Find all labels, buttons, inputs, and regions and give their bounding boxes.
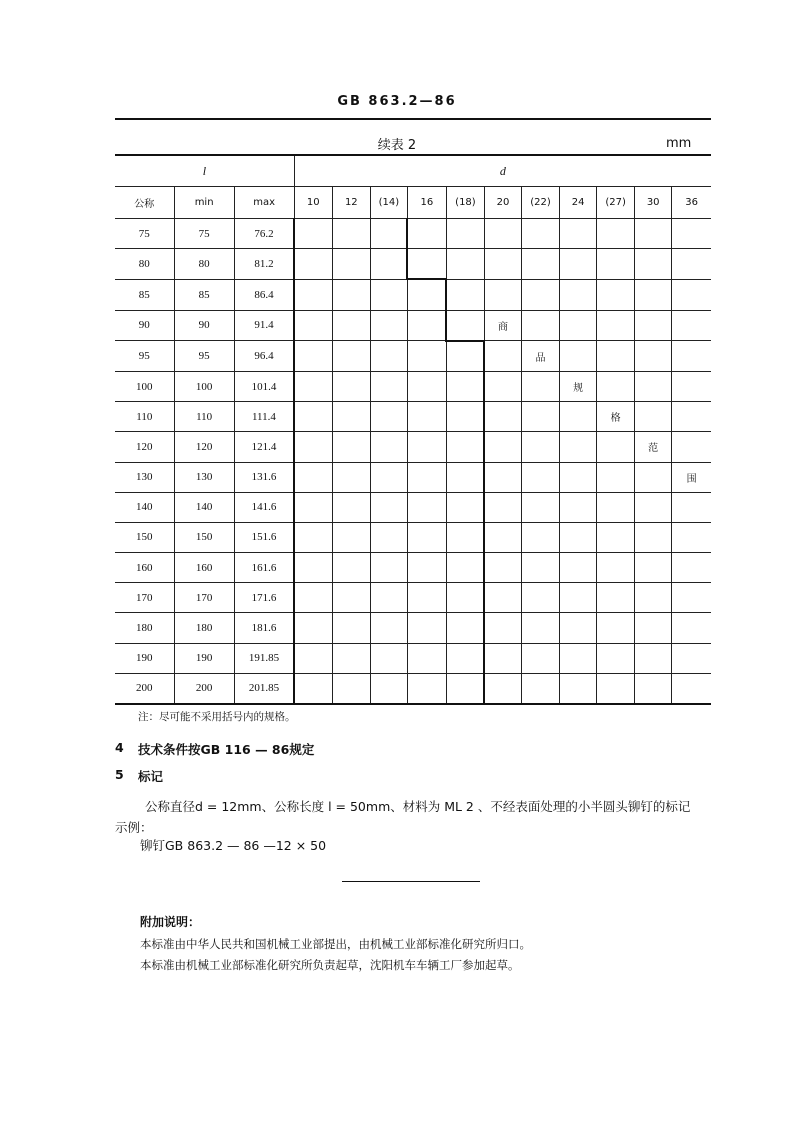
col-nominal: 公称 — [115, 187, 174, 219]
table-row — [115, 583, 711, 613]
cell-d — [484, 462, 521, 492]
cell-d — [446, 583, 484, 613]
cell-d — [332, 462, 370, 492]
availability-mark: 规 — [560, 371, 597, 401]
table-row — [115, 279, 711, 310]
cell-d — [522, 643, 560, 673]
cell-d — [635, 643, 672, 673]
cell-d — [332, 432, 370, 462]
cell-d — [597, 643, 635, 673]
cell-d — [294, 341, 332, 372]
cell-max: 101.4 — [234, 371, 294, 401]
cell-min: 200 — [174, 673, 234, 704]
cell-nominal: 180 — [115, 613, 174, 643]
cell-d — [484, 613, 521, 643]
cell-d — [407, 249, 446, 280]
cell-d — [446, 310, 484, 341]
cell-d — [597, 341, 635, 372]
cell-d — [294, 643, 332, 673]
cell-d — [597, 279, 635, 310]
cell-d — [294, 249, 332, 280]
cell-nominal: 75 — [115, 219, 174, 249]
cell-d — [484, 522, 521, 552]
cell-d — [672, 432, 711, 462]
cell-nominal: 100 — [115, 371, 174, 401]
cell-d — [522, 673, 560, 704]
cell-max: 141.6 — [234, 492, 294, 522]
table-row — [115, 522, 711, 552]
cell-min: 170 — [174, 583, 234, 613]
end-rule — [342, 881, 480, 882]
cell-d — [672, 249, 711, 280]
cell-d — [484, 249, 521, 280]
cell-d — [635, 583, 672, 613]
cell-d — [407, 341, 446, 372]
cell-d — [294, 402, 332, 432]
cell-d — [672, 643, 711, 673]
cell-min: 180 — [174, 613, 234, 643]
cell-d — [446, 492, 484, 522]
cell-d — [332, 522, 370, 552]
cell-min: 120 — [174, 432, 234, 462]
cell-min: 85 — [174, 279, 234, 310]
cell-d — [522, 402, 560, 432]
cell-d — [560, 249, 597, 280]
cell-d — [332, 341, 370, 372]
cell-d — [294, 432, 332, 462]
cell-d — [446, 643, 484, 673]
cell-d — [294, 371, 332, 401]
table-row — [115, 462, 711, 492]
col-d-value: 16 — [407, 187, 446, 219]
cell-d — [332, 249, 370, 280]
cell-d — [672, 219, 711, 249]
cell-d — [446, 613, 484, 643]
cell-max: 131.6 — [234, 462, 294, 492]
d-header: d — [294, 155, 711, 187]
cell-d — [484, 492, 521, 522]
table-row — [115, 249, 711, 280]
cell-d — [635, 522, 672, 552]
cell-d — [294, 553, 332, 583]
cell-d — [522, 522, 560, 552]
cell-d — [635, 673, 672, 704]
section-4-title: 技术条件按GB 116 — 86规定 — [138, 742, 315, 757]
table-caption: 续表 2 — [377, 138, 417, 153]
cell-d — [370, 643, 407, 673]
cell-d — [560, 219, 597, 249]
cell-d — [446, 402, 484, 432]
cell-d — [332, 279, 370, 310]
table-row — [115, 310, 711, 341]
col-d-value: 12 — [332, 187, 370, 219]
cell-d — [407, 371, 446, 401]
cell-d — [522, 249, 560, 280]
cell-d — [522, 279, 560, 310]
cell-d — [484, 371, 521, 401]
cell-d — [672, 371, 711, 401]
col-min: min — [174, 187, 234, 219]
cell-d — [294, 613, 332, 643]
cell-d — [294, 279, 332, 310]
cell-min: 140 — [174, 492, 234, 522]
availability-mark: 商 — [484, 310, 521, 341]
cell-d — [294, 219, 332, 249]
cell-d — [332, 673, 370, 704]
table-row — [115, 673, 711, 704]
rivet-dimension-table — [115, 154, 711, 705]
cell-d — [370, 219, 407, 249]
cell-d — [446, 341, 484, 372]
cell-d — [672, 673, 711, 704]
cell-d — [484, 341, 521, 372]
cell-d — [446, 279, 484, 310]
cell-d — [446, 553, 484, 583]
table-row — [115, 219, 711, 249]
col-d-value: 36 — [672, 187, 711, 219]
cell-d — [484, 279, 521, 310]
cell-d — [672, 341, 711, 372]
cell-d — [560, 522, 597, 552]
cell-d — [332, 371, 370, 401]
cell-d — [560, 673, 597, 704]
cell-max: 191.85 — [234, 643, 294, 673]
cell-d — [522, 432, 560, 462]
cell-d — [672, 522, 711, 552]
cell-d — [294, 462, 332, 492]
cell-d — [635, 219, 672, 249]
cell-d — [672, 492, 711, 522]
cell-d — [407, 553, 446, 583]
section-5-title: 标记 — [138, 769, 164, 784]
cell-d — [522, 371, 560, 401]
col-d-value: 24 — [560, 187, 597, 219]
additional-note-line: 本标准由中华人民共和国机械工业部提出，由机械工业部标准化研究所归口。 — [140, 937, 531, 951]
cell-d — [672, 583, 711, 613]
col-d-value: 20 — [484, 187, 521, 219]
cell-nominal: 110 — [115, 402, 174, 432]
cell-d — [672, 553, 711, 583]
cell-min: 130 — [174, 462, 234, 492]
cell-d — [407, 402, 446, 432]
cell-d — [597, 673, 635, 704]
cell-min: 110 — [174, 402, 234, 432]
cell-nominal: 200 — [115, 673, 174, 704]
table-row — [115, 492, 711, 522]
cell-d — [446, 371, 484, 401]
cell-nominal: 120 — [115, 432, 174, 462]
cell-d — [294, 310, 332, 341]
table-row — [115, 643, 711, 673]
cell-d — [446, 673, 484, 704]
cell-min: 90 — [174, 310, 234, 341]
cell-d — [370, 673, 407, 704]
cell-d — [522, 462, 560, 492]
cell-d — [635, 613, 672, 643]
cell-d — [446, 522, 484, 552]
cell-d — [370, 279, 407, 310]
cell-nominal: 150 — [115, 522, 174, 552]
availability-mark: 格 — [597, 402, 635, 432]
cell-d — [370, 432, 407, 462]
marking-paragraph: 公称直径d = 12mm、公称长度 l = 50mm、材料为 ML 2 、不经表面处理的小半圆头铆钉的标记 — [145, 799, 691, 814]
cell-min: 190 — [174, 643, 234, 673]
col-d-value: (22) — [522, 187, 560, 219]
cell-d — [597, 371, 635, 401]
cell-d — [597, 219, 635, 249]
table-row — [115, 432, 711, 462]
cell-d — [560, 432, 597, 462]
cell-d — [560, 341, 597, 372]
cell-min: 100 — [174, 371, 234, 401]
table-row — [115, 402, 711, 432]
cell-d — [370, 613, 407, 643]
cell-d — [370, 492, 407, 522]
cell-d — [635, 310, 672, 341]
cell-nominal: 140 — [115, 492, 174, 522]
cell-d — [484, 583, 521, 613]
cell-d — [560, 310, 597, 341]
cell-d — [407, 643, 446, 673]
cell-d — [597, 553, 635, 583]
cell-d — [672, 402, 711, 432]
cell-d — [635, 462, 672, 492]
cell-d — [522, 492, 560, 522]
cell-d — [635, 371, 672, 401]
cell-d — [370, 402, 407, 432]
cell-d — [446, 462, 484, 492]
table-row — [115, 613, 711, 643]
cell-d — [294, 673, 332, 704]
cell-d — [407, 583, 446, 613]
cell-nominal: 170 — [115, 583, 174, 613]
cell-d — [672, 279, 711, 310]
cell-d — [597, 492, 635, 522]
cell-max: 121.4 — [234, 432, 294, 462]
cell-d — [407, 219, 446, 249]
cell-d — [332, 219, 370, 249]
cell-min: 80 — [174, 249, 234, 280]
header-row — [115, 155, 711, 187]
cell-d — [560, 583, 597, 613]
cell-d — [370, 310, 407, 341]
col-d-value: 30 — [635, 187, 672, 219]
marking-example: 铆钉GB 863.2 — 86 —12 × 50 — [140, 838, 327, 853]
availability-mark: 围 — [672, 462, 711, 492]
col-d-value: (14) — [370, 187, 407, 219]
col-d-value: (27) — [597, 187, 635, 219]
cell-max: 171.6 — [234, 583, 294, 613]
availability-mark: 范 — [635, 432, 672, 462]
additional-notes-title: 附加说明： — [140, 915, 201, 929]
cell-nominal: 80 — [115, 249, 174, 280]
cell-d — [332, 402, 370, 432]
col-d-value: 10 — [294, 187, 332, 219]
cell-max: 76.2 — [234, 219, 294, 249]
cell-d — [635, 553, 672, 583]
cell-d — [484, 402, 521, 432]
l-header: l — [115, 155, 294, 187]
subheader-row — [115, 187, 711, 219]
section-5-number: 5 — [115, 767, 124, 782]
cell-d — [370, 462, 407, 492]
cell-d — [407, 432, 446, 462]
cell-d — [446, 219, 484, 249]
table-row — [115, 341, 711, 372]
cell-d — [446, 432, 484, 462]
cell-d — [672, 310, 711, 341]
cell-d — [332, 613, 370, 643]
cell-min: 160 — [174, 553, 234, 583]
cell-d — [294, 583, 332, 613]
cell-d — [484, 643, 521, 673]
header-rule — [115, 118, 711, 120]
cell-max: 96.4 — [234, 341, 294, 372]
cell-d — [407, 522, 446, 552]
cell-d — [635, 402, 672, 432]
cell-min: 95 — [174, 341, 234, 372]
cell-d — [522, 553, 560, 583]
cell-d — [560, 643, 597, 673]
cell-d — [635, 249, 672, 280]
cell-nominal: 190 — [115, 643, 174, 673]
cell-d — [332, 583, 370, 613]
cell-d — [370, 522, 407, 552]
table-note: 注：尽可能不采用括号内的规格。 — [138, 711, 296, 723]
section-4-number: 4 — [115, 740, 124, 755]
cell-d — [484, 219, 521, 249]
cell-nominal: 95 — [115, 341, 174, 372]
col-d-value: (18) — [446, 187, 484, 219]
cell-d — [560, 462, 597, 492]
cell-d — [370, 371, 407, 401]
cell-d — [597, 613, 635, 643]
cell-d — [597, 249, 635, 280]
additional-note-line: 本标准由机械工业部标准化研究所负责起草，沈阳机车车辆工厂参加起草。 — [140, 958, 520, 972]
cell-d — [597, 310, 635, 341]
table-row — [115, 371, 711, 401]
unit-label: mm — [666, 136, 692, 151]
cell-d — [332, 492, 370, 522]
cell-d — [484, 553, 521, 583]
cell-d — [407, 673, 446, 704]
cell-max: 161.6 — [234, 553, 294, 583]
table-row — [115, 553, 711, 583]
cell-max: 181.6 — [234, 613, 294, 643]
cell-d — [407, 279, 446, 310]
cell-d — [370, 583, 407, 613]
cell-nominal: 85 — [115, 279, 174, 310]
col-max: max — [234, 187, 294, 219]
cell-d — [370, 553, 407, 583]
cell-d — [597, 462, 635, 492]
cell-d — [635, 341, 672, 372]
cell-d — [294, 492, 332, 522]
cell-d — [560, 553, 597, 583]
cell-d — [522, 219, 560, 249]
cell-d — [332, 643, 370, 673]
cell-d — [370, 341, 407, 372]
cell-d — [332, 553, 370, 583]
cell-max: 91.4 — [234, 310, 294, 341]
cell-max: 86.4 — [234, 279, 294, 310]
cell-max: 111.4 — [234, 402, 294, 432]
cell-d — [597, 432, 635, 462]
cell-d — [597, 583, 635, 613]
cell-nominal: 90 — [115, 310, 174, 341]
cell-d — [597, 522, 635, 552]
cell-max: 201.85 — [234, 673, 294, 704]
cell-d — [407, 613, 446, 643]
cell-d — [560, 492, 597, 522]
cell-d — [560, 613, 597, 643]
cell-d — [446, 249, 484, 280]
cell-min: 150 — [174, 522, 234, 552]
cell-d — [635, 279, 672, 310]
cell-d — [294, 522, 332, 552]
cell-d — [332, 310, 370, 341]
cell-d — [522, 613, 560, 643]
cell-max: 81.2 — [234, 249, 294, 280]
cell-d — [407, 492, 446, 522]
cell-d — [560, 402, 597, 432]
cell-min: 75 — [174, 219, 234, 249]
availability-mark: 品 — [522, 341, 560, 372]
cell-d — [522, 310, 560, 341]
cell-d — [407, 310, 446, 341]
marking-paragraph-cont: 示例： — [115, 820, 153, 835]
cell-d — [484, 673, 521, 704]
cell-d — [484, 432, 521, 462]
document-header: GB 863.2—86 — [337, 94, 457, 109]
cell-d — [370, 249, 407, 280]
cell-d — [407, 462, 446, 492]
cell-nominal: 160 — [115, 553, 174, 583]
cell-d — [672, 613, 711, 643]
cell-max: 151.6 — [234, 522, 294, 552]
cell-d — [635, 492, 672, 522]
cell-nominal: 130 — [115, 462, 174, 492]
cell-d — [522, 583, 560, 613]
cell-d — [560, 279, 597, 310]
